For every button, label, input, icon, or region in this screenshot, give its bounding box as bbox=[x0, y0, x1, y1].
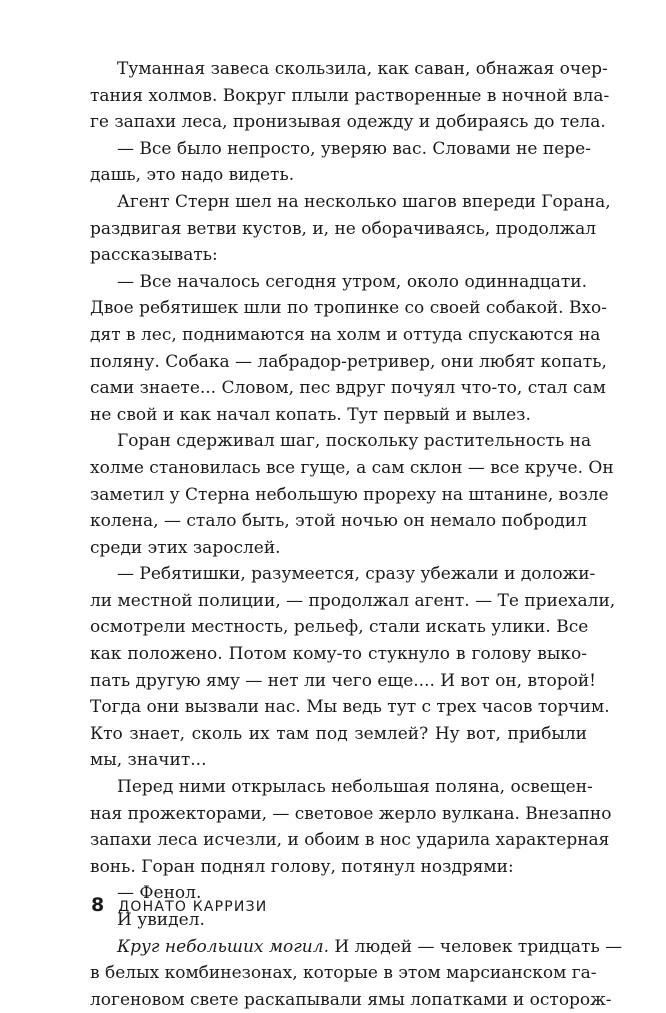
text-line: запахи леса исчезли, и обоим в нос ударила характерная bbox=[90, 830, 610, 851]
text-line-rest: И людей — человек тридцать bbox=[329, 936, 600, 957]
text-line: И увидел. bbox=[117, 910, 205, 930]
text-line: колена, — стало быть, этой ночью он немало побродил bbox=[90, 511, 587, 532]
body-text bbox=[90, 56, 623, 1013]
text-line: — Все было непросто, уверяю вас. Словами не пере- bbox=[117, 138, 591, 159]
text-line: среди этих зарослей. bbox=[90, 537, 281, 558]
text-line: вонь. Горан поднял голову, потянул ноздрями: bbox=[90, 856, 514, 877]
running-author: ДОНАТО КАРРИЗИ bbox=[118, 899, 268, 915]
text-line: сами знаете... Словом, пес вдруг почуял что-то, стал сам bbox=[90, 378, 606, 399]
text-line: дашь, это надо видеть. bbox=[90, 165, 295, 186]
text-line: ная прожекторами, — световое жерло вулкана. Внезапно bbox=[90, 803, 612, 824]
page-footer bbox=[91, 894, 267, 916]
text-line: Горан сдерживал шаг, поскольку растительность на bbox=[117, 431, 592, 452]
text-line: ли местной полиции, — продолжал агент. — Те приехали, bbox=[90, 590, 616, 611]
text-line: Тогда они вызвали нас. Мы ведь тут с трех часов торчим. bbox=[90, 697, 610, 718]
text-line: Туманная завеса скользила, как саван, обнажая очер- bbox=[117, 59, 608, 79]
text-line: Кто знает, сколь их там под землей? Ну вот, прибыли bbox=[90, 723, 587, 744]
text-line: — Все началось сегодня утром, около одиннадцати. bbox=[117, 271, 587, 292]
text-line: рассказывать: bbox=[90, 245, 218, 266]
text-line: ге запахи леса, пронизывая одежду и добираясь до тела. bbox=[90, 112, 606, 133]
text-line: — Фенол. bbox=[117, 883, 202, 904]
text-line: Двое ребятишек шли по тропинке со своей собакой. Вхо- bbox=[90, 298, 607, 319]
text-line: в белых комбинезонах, которые в этом марсианском га- bbox=[90, 963, 597, 984]
text-line-mixed: Круг небольших могил. И людей — человек тридцать — bbox=[117, 936, 623, 957]
text-line: осмотрели местность, рельеф, стали искать улики. Все bbox=[90, 617, 589, 638]
text-line: логеновом свете раскапывали ямы лопатками и осторож- bbox=[90, 989, 612, 1010]
text-line: поляну. Собака — лабрадор-ретривер, они любят копать, bbox=[90, 351, 607, 372]
text-line: Агент Стерн шел на несколько шагов впереди Горана, bbox=[117, 191, 611, 212]
text-line: мы, значит... bbox=[90, 750, 207, 771]
text-line: — Ребятишки, разумеется, сразу убежали и доложи- bbox=[117, 564, 596, 585]
text-line: как положено. Потом кому-то стукнуло в голову выко- bbox=[90, 644, 587, 665]
text-line: холме становилась все гуще, а сам склон — все круче. Он bbox=[90, 457, 614, 478]
text-line: дят в лес, поднимаются на холм и оттуда спускаются на bbox=[90, 324, 601, 345]
text-line: тания холмов. Вокруг плыли растворенные в ночной вла- bbox=[90, 85, 610, 106]
text-line: не свой и как начал копать. Тут первый и вылез. bbox=[90, 404, 531, 425]
italic-phrase: Круг небольших могил. bbox=[117, 936, 329, 957]
text-line: пать другую яму — нет ли чего еще.... И вот он, второй! bbox=[90, 670, 596, 691]
text-line: Перед ними открылась небольшая поляна, освещен- bbox=[117, 777, 593, 798]
page-number: 8 bbox=[91, 894, 105, 916]
text-line: заметил у Стерна небольшую прореху на штанине, возле bbox=[90, 484, 609, 505]
text-line: раздвигая ветви кустов, и, не оборачиваясь, продолжал bbox=[90, 218, 597, 239]
